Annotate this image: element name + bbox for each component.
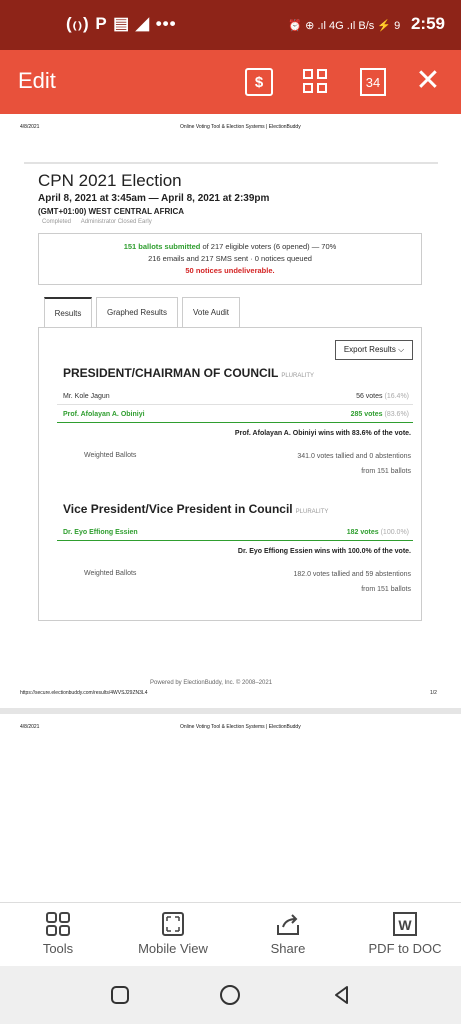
winner-text: Prof. Afolayan A. Obiniyi wins with 83.6% of the vote. [234, 430, 411, 437]
mobile-view-button[interactable] [120, 903, 226, 967]
question-title [63, 502, 328, 516]
candidate-name: Dr. Eyo Effiong Essien [63, 529, 138, 536]
status-time: 2:59 [410, 14, 445, 33]
android-nav-bar [0, 966, 461, 1024]
share-button[interactable] [250, 903, 326, 967]
candidate-pct: (16.4%) [384, 393, 409, 400]
powered-by: Powered by ElectionBuddy, Inc. © 2008–2021 [150, 680, 273, 686]
pdf-to-doc-button[interactable] [362, 903, 448, 967]
page-count-badge[interactable]: 34 [360, 68, 386, 96]
svg-text:W: W [398, 917, 412, 933]
status-left-icons: (₍₎) P ▤ ◢ ••• [66, 14, 177, 33]
notice-box [38, 233, 422, 285]
tools-icon [20, 911, 96, 941]
weighted-tally: 182.0 votes tallied and 59 abstentions [293, 571, 411, 578]
share-label: Share [270, 941, 306, 956]
tab-vote-audit[interactable]: Vote Audit [182, 297, 240, 327]
page-date: 4/8/2021 [20, 724, 40, 730]
pdf-page-1 [0, 114, 461, 708]
weighted-ballots-label: Weighted Ballots [84, 570, 137, 577]
weighted-ballots-value [241, 567, 411, 597]
bottom-bar [0, 902, 461, 966]
money-icon[interactable]: $ [245, 68, 273, 96]
weighted-ballots-value [241, 449, 411, 479]
candidate-name: Prof. Afolayan A. Obiniyi [63, 411, 145, 418]
export-label: Export Results [343, 345, 396, 354]
tab-graphed-results[interactable]: Graphed Results [96, 297, 178, 327]
page-header-title: Online Voting Tool & Election Systems | ElectionBuddy [180, 724, 301, 730]
candidate-name: Mr. Kole Jagun [63, 393, 110, 400]
question-method: PLURALITY [281, 373, 315, 379]
question-method: PLURALITY [295, 509, 329, 515]
candidate-row-winner [57, 524, 413, 541]
election-status [42, 219, 152, 225]
word-doc-icon [362, 911, 448, 941]
status-right [288, 14, 445, 34]
status-detail: Administrator Closed Early [80, 219, 152, 225]
footer-url[interactable]: https://secure.electionbuddy.com/results/4WVSJ29ZN3L4 [20, 690, 148, 696]
status-bar [0, 0, 461, 50]
weighted-from: from 151 ballots [361, 468, 411, 475]
mobile-view-icon [120, 911, 226, 941]
candidate-votes: 56 votes [356, 393, 383, 400]
election-title: CPN 2021 Election [38, 171, 182, 190]
weighted-from: from 151 ballots [361, 586, 411, 593]
undeliverable-text: 50 notices undeliverable. [185, 266, 275, 275]
divider [24, 162, 438, 164]
home-icon[interactable] [218, 983, 242, 1007]
candidate-row-winner [57, 406, 413, 423]
status-right-icons: ⏰ ⊕ .ıl 4G .ıl B/s ⚡ 9 [288, 20, 401, 32]
weighted-tally: 341.0 votes tallied and 0 abstentions [297, 453, 411, 460]
recent-apps-icon[interactable] [108, 983, 132, 1007]
pdf-page-2 [0, 714, 461, 902]
candidate-votes: 285 votes [350, 411, 383, 418]
election-timezone: (GMT+01:00) WEST CENTRAL AFRICA [38, 207, 185, 216]
question-title-text: PRESIDENT/CHAIRMAN OF COUNCIL [63, 366, 279, 380]
question-title [63, 366, 314, 380]
chevron-down-icon: ⌵ [398, 345, 405, 354]
emails-text: 216 emails and 217 SMS sent · 0 notices queued [148, 254, 312, 263]
page-number: 1/2 [430, 690, 437, 696]
back-icon[interactable] [330, 983, 354, 1007]
voters-text: of 217 eligible voters (6 opened) — 70% [200, 242, 337, 251]
candidate-pct: (83.6%) [384, 411, 409, 418]
page-header-title: Online Voting Tool & Election Systems | ElectionBuddy [180, 124, 301, 130]
ballots-submitted: 151 ballots submitted [123, 242, 201, 251]
edit-button[interactable]: Edit [18, 68, 56, 93]
export-results-button[interactable] [335, 340, 413, 360]
mobile-view-label: Mobile View [138, 941, 208, 956]
close-icon[interactable]: ✕ [415, 64, 441, 97]
winner-text: Dr. Eyo Effiong Essien wins with 100.0% of the vote. [237, 548, 411, 555]
tab-results[interactable]: Results [44, 297, 92, 327]
results-panel [38, 327, 422, 621]
candidate-row [57, 388, 413, 405]
tools-label: Tools [42, 941, 74, 956]
page-date: 4/8/2021 [20, 124, 40, 130]
share-icon [250, 911, 326, 941]
top-toolbar [0, 50, 461, 114]
question-title-text: Vice President/Vice President in Council [63, 502, 293, 516]
election-dates: April 8, 2021 at 3:45am — April 8, 2021 at 2:39pm [38, 193, 270, 204]
pdf-to-doc-label: PDF to DOC [368, 941, 442, 956]
candidate-votes: 182 votes [346, 529, 379, 536]
weighted-ballots-label: Weighted Ballots [84, 452, 137, 459]
document-viewer[interactable] [0, 114, 461, 902]
status-label: Completed [42, 219, 72, 225]
grid-icon[interactable] [303, 68, 329, 96]
tools-button[interactable] [20, 903, 96, 967]
candidate-pct: (100.0%) [380, 529, 409, 536]
